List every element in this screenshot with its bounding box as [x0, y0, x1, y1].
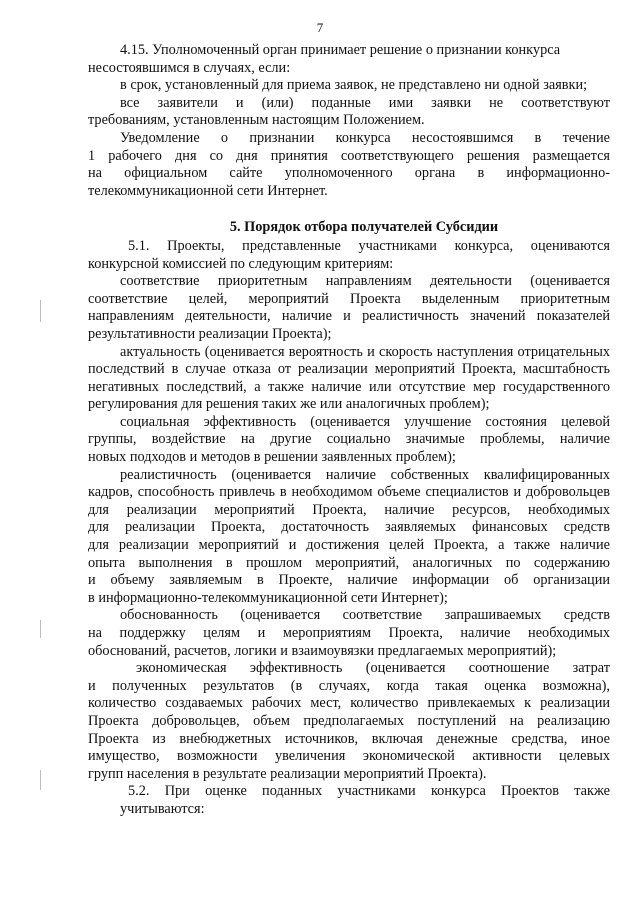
text-line: в срок, установленный для приема заявок, не представлено ни одной заявки; — [120, 77, 588, 94]
text-line: конкурсной комиссией по следующим критериям: — [88, 255, 394, 272]
text-line: реалистичность (оценивается наличие собственных квалифицированных — [120, 466, 610, 483]
text-line: 4.15. Уполномоченный орган принимает решение о признании конкурса — [120, 42, 561, 58]
text-line: требованиям, установленным настоящим Положением. — [88, 112, 425, 129]
text-line: и полученных результатов (в случаях, когда такая оценка возможна), — [88, 677, 610, 694]
text-line: 5.2. При оценке поданных участниками конкурса Проектов также — [128, 783, 610, 800]
text-line: 5.1. Проекты, представленные участниками конкурса, оцениваются — [128, 237, 610, 254]
page-number: 7 — [316, 20, 324, 35]
text-line: и объему заявляемым в Проекте, наличие информации об организации — [88, 572, 610, 589]
text-line: регулирования для решения таких же или аналогичных проблем); — [88, 396, 490, 413]
text-line: обоснованность (оценивается соответствие запрашиваемых средств — [120, 607, 610, 624]
paragraph-5-2 — [88, 783, 610, 818]
text-line: имущество, возможности увеличения экономической активности целевых — [88, 748, 610, 765]
text-line: кадров, способность привлечь в необходимом объеме специалистов и добровольцев — [88, 484, 610, 501]
scan-margin-mark — [40, 300, 41, 322]
scan-margin-mark — [40, 620, 41, 638]
text-line: группы, воздействие на другие социально значимые проблемы, наличие — [88, 431, 610, 448]
text-line: соответствие приоритетным направлениям деятельности (оценивается — [120, 273, 610, 290]
text-line: телекоммуникационной сети Интернет. — [88, 182, 328, 199]
paragraph-notification — [88, 130, 610, 200]
criterion-priority — [88, 273, 610, 343]
criterion-justification — [88, 607, 610, 660]
text-line: направлениям деятельности, наличие и реалистичность значений показателей — [88, 308, 610, 325]
criterion-economic-efficiency — [88, 660, 610, 783]
text-line: новых подходов и методов в решении заявленных проблем); — [88, 449, 456, 466]
text-line: Проекта из внебюджетных источников, включая денежные средства, иное — [88, 730, 610, 747]
text-line: экономическая эффективность (оценивается соотношение затрат — [136, 660, 610, 677]
text-line: несостоявшимся в случаях, если: — [88, 59, 291, 76]
criterion-social-efficiency — [88, 414, 610, 467]
text-line: соответствие целей, мероприятий Проекта выделенным приоритетным — [88, 290, 610, 307]
document-body — [88, 42, 610, 819]
text-line: для реализации мероприятий Проекта, наличие ресурсов, необходимых — [88, 501, 610, 518]
text-line: для реализации Проекта, достаточность заявляемых финансовых средств — [88, 519, 610, 536]
text-line: на официальном сайте уполномоченного органа в информационно- — [88, 165, 610, 182]
text-line: социальная эффективность (оценивается улучшение состояния целевой — [120, 413, 610, 430]
text-line: 1 рабочего дня со дня принятия соответствующего решения размещается — [88, 147, 610, 164]
text-line: актуальность (оценивается вероятность и скорость наступления отрицательных — [120, 343, 610, 360]
text-line: Проекта добровольцев, объем предполагаемых поступлений на реализацию — [88, 712, 610, 729]
text-line: последствий в случае отказа от реализации мероприятий Проекта, масштабность — [88, 361, 610, 378]
text-line: групп населения в результате реализации мероприятий Проекта). — [88, 765, 487, 782]
paragraph-5-1 — [88, 238, 610, 273]
text-line: в информационно-телекоммуникационной сети Интернет); — [88, 589, 448, 606]
text-line: все заявители и (или) поданные ими заявки не соответствуют — [120, 94, 610, 111]
paragraph-4-15 — [88, 42, 610, 130]
text-line: количество создаваемых рабочих мест, количество привлекаемых к реализации — [88, 695, 610, 712]
text-line: результативности реализации Проекта); — [88, 325, 332, 342]
text-line: учитываются: — [120, 800, 205, 817]
criterion-realism — [88, 467, 610, 608]
section-heading: 5. Порядок отбора получателей Субсидии — [229, 219, 499, 236]
criterion-relevance — [88, 344, 610, 414]
text-line: опыта выполнения в прошлом мероприятий, аналогичных по содержанию — [88, 554, 610, 571]
text-line: для реализации мероприятий и достижения целей Проекта, а также наличие — [88, 537, 610, 554]
text-line: на поддержку целям и мероприятиям Проекта, наличие необходимых — [88, 625, 610, 641]
scan-margin-mark — [40, 770, 41, 790]
text-line: негативных последствий, а также наличие или отсутствие мер государственного — [88, 378, 610, 395]
text-line: Уведомление о признании конкурса несостоявшимся в течение — [120, 129, 610, 146]
text-line: обоснований, расчетов, логики и взаимоувязки предлагаемых мероприятий); — [88, 642, 557, 659]
